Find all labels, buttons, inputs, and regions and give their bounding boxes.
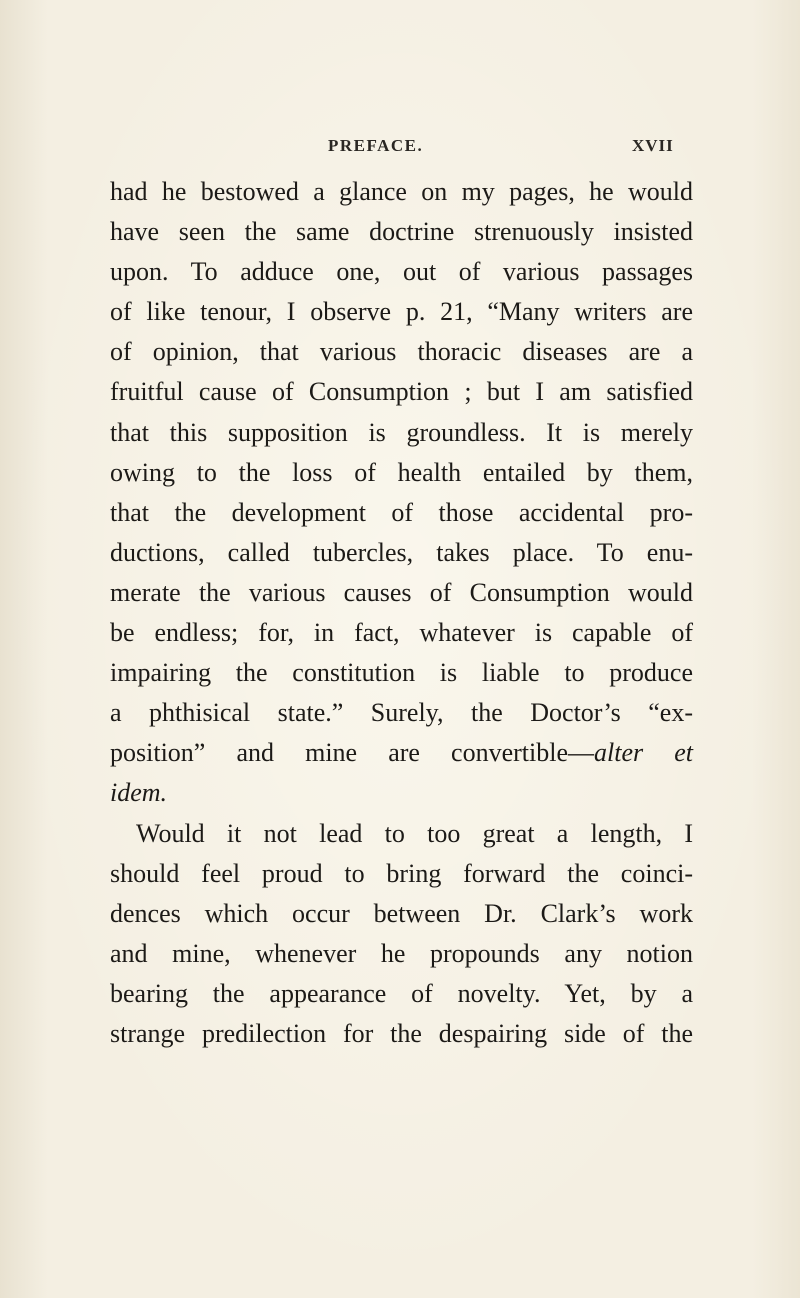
body-text xyxy=(110,172,693,1054)
text-line: owing to the loss of health entailed by them, xyxy=(110,457,693,487)
italic-phrase: alter et xyxy=(594,738,694,768)
text-line: ductions, called tubercles, takes place. To enu- xyxy=(110,537,693,567)
text-line: should feel proud to bring forward the coinci- xyxy=(110,858,693,888)
text-line-segment: position” and mine are convertible— xyxy=(110,738,595,768)
paragraph-start-line: Would it not lead to too great a length, I xyxy=(136,818,693,848)
text-line: merate the various causes of Consumption would xyxy=(110,577,693,607)
text-line: bearing the appearance of novelty. Yet, by a xyxy=(110,978,693,1008)
text-line: had he bestowed a glance on my pages, he would xyxy=(110,177,693,206)
text-line: upon. To adduce one, out of various passages xyxy=(110,257,693,287)
text-line: impairing the constitution is liable to produce xyxy=(110,658,693,688)
text-line: of opinion, that various thoracic diseases are a xyxy=(110,337,693,367)
text-line: fruitful cause of Consumption ; but I am satisfied xyxy=(110,377,693,407)
text-line: that this supposition is groundless. It is merely xyxy=(110,417,693,447)
page-header xyxy=(0,136,800,160)
text-line: be endless; for, in fact, whatever is capable of xyxy=(110,618,693,648)
text-line: of like tenour, I observe p. 21, “Many writers are xyxy=(110,297,693,327)
running-head: PREFACE. xyxy=(328,136,424,155)
text-line: a phthisical state.” Surely, the Doctor’s “ex- xyxy=(110,698,693,728)
text-line: dences which occur between Dr. Clark’s work xyxy=(110,898,693,928)
text-line: strange predilection for the despairing side of the xyxy=(110,1018,693,1048)
text-line: idem. xyxy=(110,778,168,808)
text-line: that the development of those accidental pro- xyxy=(110,497,693,527)
page-number: XVII xyxy=(632,136,674,155)
text-line: and mine, whenever he propounds any notion xyxy=(110,938,693,968)
text-line: have seen the same doctrine strenuously insisted xyxy=(110,217,693,247)
text-line-with-italic xyxy=(110,733,693,773)
